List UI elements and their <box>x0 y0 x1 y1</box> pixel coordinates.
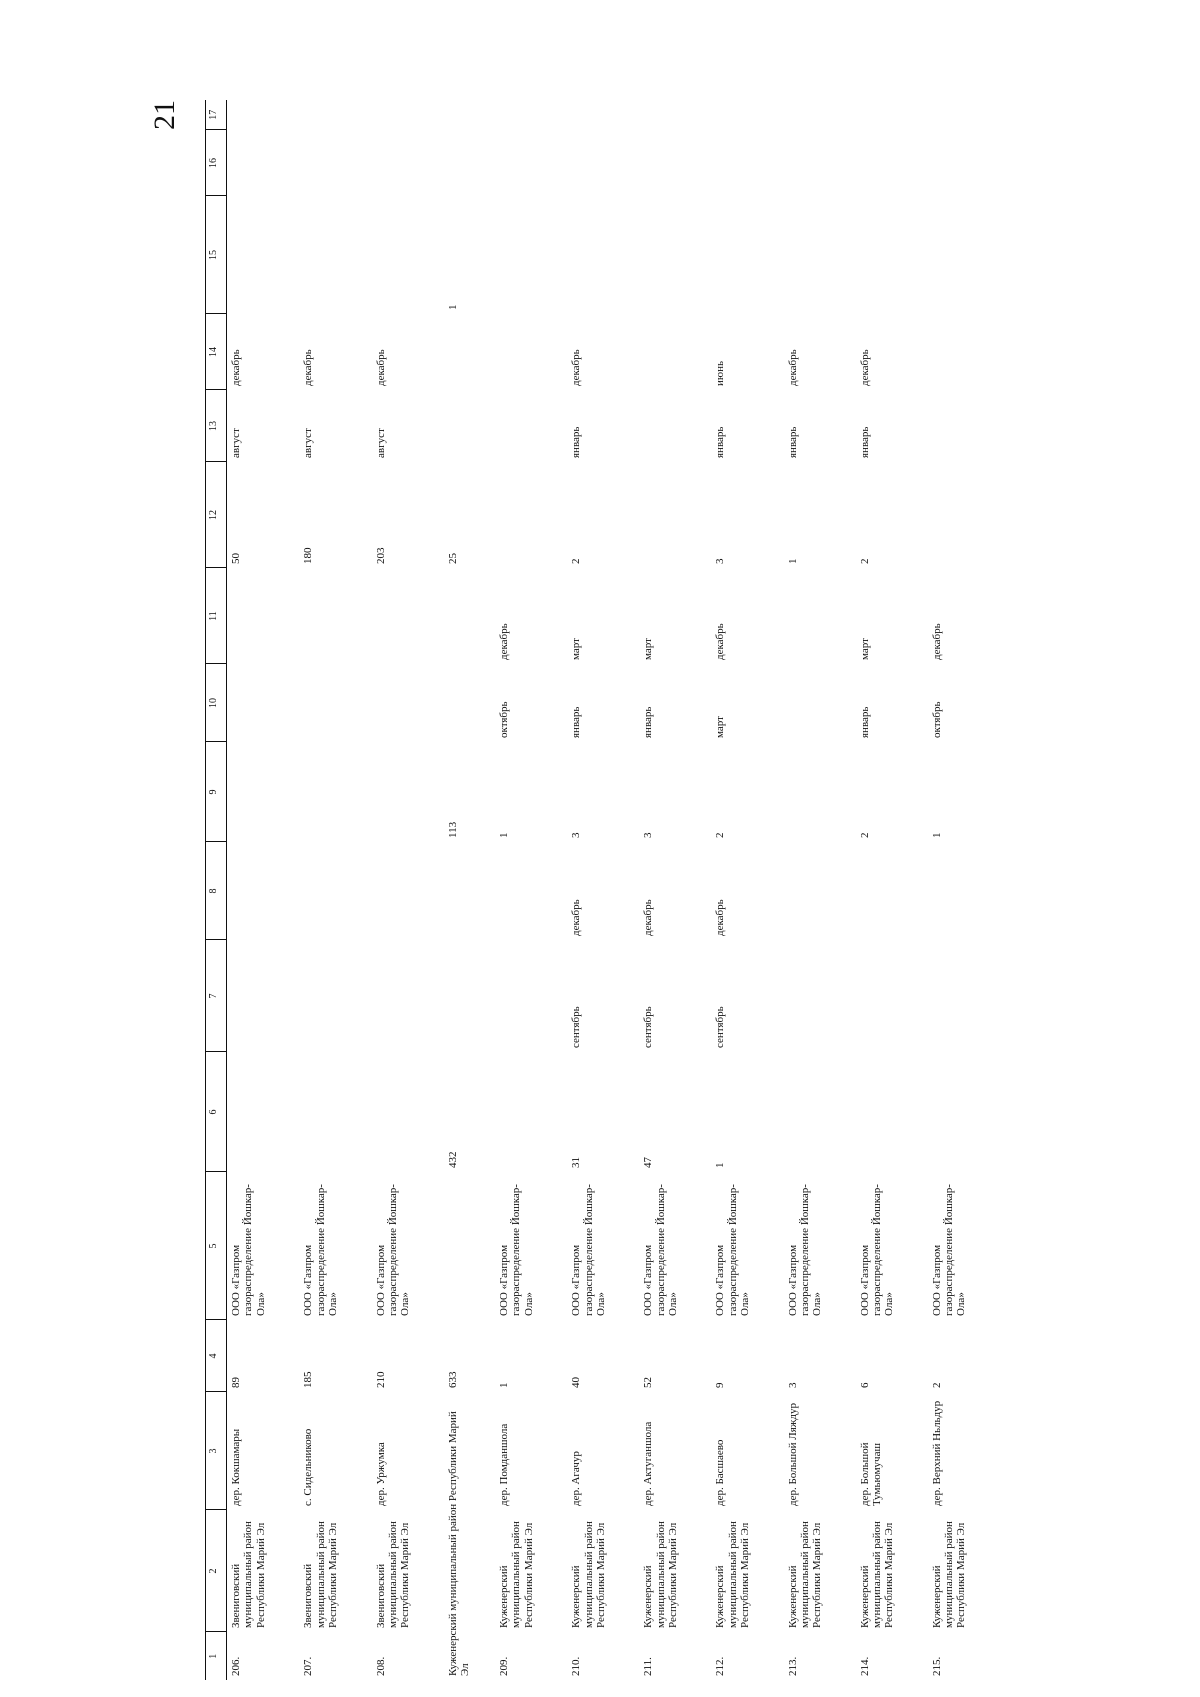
cell-c16 <box>495 130 567 196</box>
cell-c16 <box>639 130 711 196</box>
district: Куженерский муниципальный район Республики Марий Эл <box>498 1521 535 1628</box>
table-row <box>567 100 639 1680</box>
cell-c14: декабрь <box>786 349 799 386</box>
cell-c8: декабрь <box>570 899 583 936</box>
district: Звениговский муниципальный район Республики Марий Эл <box>302 1521 340 1628</box>
cell-c17 <box>928 100 1000 130</box>
table-row <box>784 100 856 1680</box>
cell-c7 <box>784 940 856 1052</box>
subtotal-c4: 633 <box>446 1371 459 1388</box>
table-row <box>495 100 567 1680</box>
table-row <box>639 100 711 1680</box>
cell-c6: 31 <box>570 1157 583 1168</box>
cell-c12 <box>639 462 711 568</box>
gasification-table <box>205 100 1000 1680</box>
cell-c10 <box>299 664 371 742</box>
table-row <box>227 100 300 1680</box>
subtotal-c9: 113 <box>446 821 459 838</box>
col-header: 12 <box>206 462 227 568</box>
cell-c7: сентябрь <box>642 1006 655 1048</box>
settlement: дер. Большой Ляждур <box>786 1403 799 1506</box>
cell-c9 <box>784 742 856 842</box>
cell-c15 <box>227 196 300 314</box>
cell-c17 <box>784 100 856 130</box>
table-row <box>856 100 928 1680</box>
district: Куженерский муниципальный район Республики Марий Эл <box>930 1521 968 1628</box>
row-number: 208. <box>374 1656 387 1676</box>
cell-c7: сентябрь <box>570 1006 583 1048</box>
cell-c16 <box>567 130 639 196</box>
subtotal-row <box>444 100 495 1680</box>
cell-c17 <box>856 100 928 130</box>
cell-c14 <box>639 314 711 390</box>
header-row <box>206 100 227 1680</box>
cell-c11 <box>784 568 856 664</box>
cell-c10: январь <box>570 706 583 738</box>
cell-c7 <box>495 940 567 1052</box>
cell-c4: 210 <box>374 1371 387 1388</box>
cell-c7 <box>372 940 444 1052</box>
district: Звениговский муниципальный район Республики Марий Эл <box>374 1521 412 1628</box>
col-header: 5 <box>206 1172 227 1320</box>
cell-c4: 6 <box>858 1382 871 1388</box>
cell-c11 <box>227 568 300 664</box>
cell-c15 <box>928 196 1000 314</box>
col-header: 15 <box>206 196 227 314</box>
cell-c12: 203 <box>374 547 387 564</box>
organization: ООО «Газпром газораспределение Йошкар-Ола» <box>498 1184 535 1316</box>
settlement: дер. Помданшола <box>498 1423 511 1506</box>
row-number: 214. <box>858 1656 871 1676</box>
cell-c4: 40 <box>570 1377 583 1388</box>
cell-c9: 3 <box>642 832 655 838</box>
cell-c16 <box>784 130 856 196</box>
table-row <box>711 100 783 1680</box>
cell-c15 <box>495 196 567 314</box>
cell-c8: декабрь <box>642 899 655 936</box>
row-number: 211. <box>642 1657 655 1676</box>
row-number: 209. <box>498 1656 511 1676</box>
cell-c12: 180 <box>302 547 315 564</box>
cell-c11: декабрь <box>930 623 943 660</box>
cell-c9 <box>227 742 300 842</box>
settlement: дер. Кокшамары <box>230 1428 242 1506</box>
cell-c11: март <box>570 638 583 660</box>
col-header: 9 <box>206 742 227 842</box>
cell-c10 <box>784 664 856 742</box>
subtotal-c12: 25 <box>446 553 459 564</box>
cell-c7 <box>299 940 371 1052</box>
col-header: 10 <box>206 664 227 742</box>
district: Куженерский муниципальный район Республики Марий Эл <box>858 1521 896 1628</box>
col-header: 17 <box>206 100 227 130</box>
cell-c8 <box>856 842 928 940</box>
cell-c15 <box>784 196 856 314</box>
cell-c12: 2 <box>858 558 871 564</box>
cell-c16 <box>856 130 928 196</box>
cell-c8 <box>928 842 1000 940</box>
cell-c14: июнь <box>714 360 727 386</box>
cell-c16 <box>711 130 783 196</box>
cell-c15 <box>711 196 783 314</box>
organization: ООО «Газпром газораспределение Йошкар-Ола» <box>858 1184 896 1316</box>
cell-c6 <box>227 1052 300 1172</box>
cell-c7 <box>856 940 928 1052</box>
cell-c6 <box>372 1052 444 1172</box>
col-header: 2 <box>206 1510 227 1632</box>
col-header: 16 <box>206 130 227 196</box>
cell-c16 <box>227 130 300 196</box>
cell-c16 <box>299 130 371 196</box>
cell-c13: январь <box>786 426 799 458</box>
cell-c17 <box>711 100 783 130</box>
settlement: дер. Актуганшола <box>642 1421 655 1506</box>
cell-c10: октябрь <box>930 701 943 738</box>
cell-c10: октябрь <box>498 701 511 738</box>
col-header: 3 <box>206 1392 227 1510</box>
cell-c6 <box>299 1052 371 1172</box>
cell-c17 <box>567 100 639 130</box>
organization: ООО «Газпром газораспределение Йошкар-Ола» <box>374 1184 412 1316</box>
district: Куженерский муниципальный район Республики Марий Эл <box>570 1521 607 1628</box>
cell-c9: 2 <box>714 832 727 838</box>
cell-c8: декабрь <box>714 899 727 936</box>
col-header: 4 <box>206 1320 227 1392</box>
organization: ООО «Газпром газораспределение Йошкар-Ола» <box>230 1184 267 1316</box>
cell-c15 <box>639 196 711 314</box>
cell-c14: декабрь <box>570 349 583 386</box>
cell-c12: 3 <box>714 558 727 564</box>
cell-c8 <box>227 842 300 940</box>
organization: ООО «Газпром газораспределение Йошкар-Ола» <box>642 1184 679 1316</box>
row-number: 212. <box>714 1656 727 1676</box>
cell-c6 <box>856 1052 928 1172</box>
cell-c13 <box>495 390 567 462</box>
col-header: 11 <box>206 568 227 664</box>
cell-c13: август <box>374 428 387 458</box>
cell-c4: 185 <box>302 1371 315 1388</box>
cell-c9 <box>299 742 371 842</box>
cell-c6: 47 <box>642 1157 655 1168</box>
cell-c11 <box>299 568 371 664</box>
cell-c9: 1 <box>930 832 943 838</box>
cell-c13: январь <box>570 426 583 458</box>
cell-c16 <box>372 130 444 196</box>
settlement: дер. Агачур <box>570 1451 583 1506</box>
cell-c15 <box>567 196 639 314</box>
cell-c17 <box>372 100 444 130</box>
page-number: 21 <box>148 100 181 130</box>
cell-c9: 1 <box>498 832 511 838</box>
cell-c12 <box>928 462 1000 568</box>
cell-c13 <box>928 390 1000 462</box>
cell-c9: 2 <box>858 832 871 838</box>
cell-c16 <box>928 130 1000 196</box>
row-number: 207. <box>302 1656 315 1676</box>
rotated-table-container <box>205 100 1000 1680</box>
cell-c17 <box>227 100 300 130</box>
cell-c14: декабрь <box>302 349 315 386</box>
cell-c10: январь <box>642 706 655 738</box>
district: Куженерский муниципальный район Республики Марий Эл <box>786 1521 824 1628</box>
organization: ООО «Газпром газораспределение Йошкар-Ола» <box>570 1184 607 1316</box>
cell-c4: 1 <box>498 1382 511 1388</box>
cell-c10: январь <box>858 706 871 738</box>
cell-c13 <box>639 390 711 462</box>
cell-c13: январь <box>858 426 871 458</box>
col-header: 13 <box>206 390 227 462</box>
cell-c4: 89 <box>230 1377 242 1388</box>
organization: ООО «Газпром газораспределение Йошкар-Ола» <box>302 1184 340 1316</box>
cell-c4: 2 <box>930 1382 943 1388</box>
cell-c10 <box>372 664 444 742</box>
settlement: дер. Большой Тумьюмучаш <box>858 1442 883 1506</box>
organization: ООО «Газпром газораспределение Йошкар-Ола» <box>786 1184 824 1316</box>
row-number: 210. <box>570 1656 583 1676</box>
cell-c17 <box>495 100 567 130</box>
settlement: дер. Басшаево <box>714 1439 727 1506</box>
cell-c9: 3 <box>570 832 583 838</box>
cell-c17 <box>299 100 371 130</box>
cell-c14: декабрь <box>374 349 387 386</box>
col-header: 14 <box>206 314 227 390</box>
cell-c6 <box>928 1052 1000 1172</box>
col-header: 1 <box>206 1632 227 1680</box>
cell-c11: декабрь <box>714 623 727 660</box>
cell-c10 <box>227 664 300 742</box>
subtotal-c15: 1 <box>446 304 459 310</box>
cell-c14: декабрь <box>230 349 242 386</box>
organization: ООО «Газпром газораспределение Йошкар-Ола» <box>930 1184 968 1316</box>
cell-c11: март <box>642 638 655 660</box>
cell-c12 <box>495 462 567 568</box>
cell-c12: 1 <box>786 558 799 564</box>
district: Куженерский муниципальный район Республики Марий Эл <box>642 1521 679 1628</box>
cell-c13: август <box>230 428 242 458</box>
table-row <box>372 100 444 1680</box>
cell-c12: 50 <box>230 553 242 564</box>
cell-c7 <box>928 940 1000 1052</box>
col-header: 6 <box>206 1052 227 1172</box>
cell-c7: сентябрь <box>714 1006 727 1048</box>
cell-c7 <box>227 940 300 1052</box>
cell-c12: 2 <box>570 558 583 564</box>
col-header: 7 <box>206 940 227 1052</box>
subtotal-label: Куженерский муниципальный район Республики Марий Эл <box>446 1411 471 1676</box>
cell-c10: март <box>714 716 727 738</box>
row-number: 213. <box>786 1656 799 1676</box>
col-header: 8 <box>206 842 227 940</box>
subtotal-c6: 432 <box>446 1151 459 1168</box>
table-row <box>299 100 371 1680</box>
cell-c4: 52 <box>642 1377 655 1388</box>
cell-c6 <box>784 1052 856 1172</box>
cell-c8 <box>784 842 856 940</box>
cell-c8 <box>299 842 371 940</box>
district: Куженерский муниципальный район Республики Марий Эл <box>714 1521 752 1628</box>
cell-c14 <box>495 314 567 390</box>
district: Звениговский муниципальный район Республики Марий Эл <box>230 1521 267 1628</box>
cell-c11: декабрь <box>498 623 511 660</box>
cell-c17 <box>639 100 711 130</box>
cell-c6: 1 <box>714 1162 727 1168</box>
organization: ООО «Газпром газораспределение Йошкар-Ола» <box>714 1184 752 1316</box>
table-row <box>928 100 1000 1680</box>
cell-c15 <box>372 196 444 314</box>
cell-c9 <box>372 742 444 842</box>
cell-c15 <box>856 196 928 314</box>
cell-c14 <box>928 314 1000 390</box>
settlement: дер. Уржумка <box>374 1442 387 1506</box>
cell-c13: август <box>302 428 315 458</box>
cell-c15 <box>299 196 371 314</box>
cell-c8 <box>495 842 567 940</box>
cell-c14: декабрь <box>858 349 871 386</box>
cell-c11: март <box>858 638 871 660</box>
cell-c4: 9 <box>714 1382 727 1388</box>
settlement: с. Сидельниково <box>302 1428 315 1506</box>
cell-c6 <box>495 1052 567 1172</box>
cell-c4: 3 <box>786 1382 799 1388</box>
row-number: 215. <box>930 1656 943 1676</box>
settlement: дер. Верхний Ньльдур <box>930 1400 943 1506</box>
cell-c11 <box>372 568 444 664</box>
row-number: 206. <box>230 1656 242 1676</box>
cell-c8 <box>372 842 444 940</box>
cell-c13: январь <box>714 426 727 458</box>
